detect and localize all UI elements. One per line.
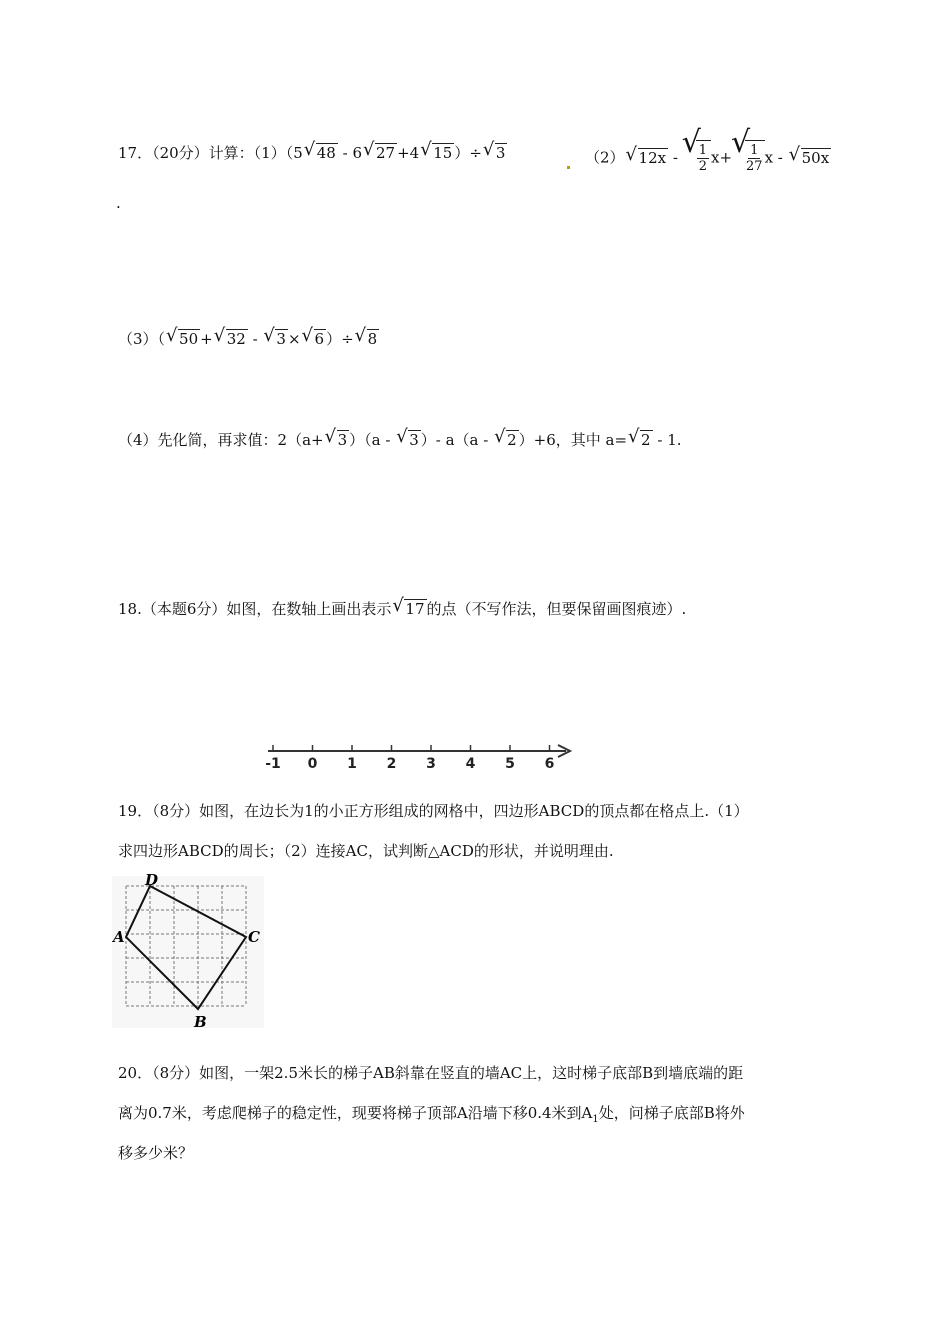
- fraction-half: √ $\frac{1}{2}$: [698, 143, 707, 174]
- sqrt-3: √ 3: [275, 329, 288, 348]
- q17-head: 17．（20分）计算：（1）（5: [118, 144, 303, 162]
- q17-part4-head: （4）先化简，再求值：2（a+: [118, 431, 324, 449]
- sqrt-48: √ 48: [316, 143, 338, 162]
- sqrt-32: √ 32: [226, 329, 248, 348]
- sqrt-12x: √ 12x: [638, 148, 669, 167]
- vertex-label-b: B: [194, 1013, 207, 1030]
- q17-op: - 1.: [652, 431, 682, 449]
- q20-line1: 20．（8分）如图，一架2.5米长的梯子AB斜靠在竖直的墙AC上，这时梯子底部B到墙底端的距: [118, 1064, 744, 1082]
- axis-ticks: [265, 745, 554, 772]
- axis-tick-label: 0: [307, 756, 318, 772]
- q17-op: ×: [287, 330, 301, 348]
- sqrt-6: √ 6: [314, 329, 327, 348]
- q17-op: -: [668, 148, 683, 167]
- sqrt-50: √ 50: [178, 329, 200, 348]
- q17-op: -: [247, 330, 263, 348]
- sqrt-3: √ 3: [495, 143, 508, 162]
- q17-op: ）（a -: [349, 431, 396, 449]
- q17-op: ）+6，其中 a=: [518, 431, 628, 449]
- stray-dot: [567, 166, 570, 169]
- q17-op: +4: [397, 144, 420, 162]
- sqrt-15: √ 15: [432, 143, 454, 162]
- axis-tick-label: 1: [347, 756, 357, 772]
- q17-op: +: [200, 330, 213, 348]
- q18-text: [118, 598, 686, 620]
- q20-line2-b: 处，问梯子底部B将外: [598, 1104, 745, 1122]
- sqrt-8: √ 8: [367, 329, 380, 348]
- sqrt-27: √ 27: [375, 143, 397, 162]
- q17-line1: [118, 142, 507, 164]
- q17-op: ）÷: [454, 144, 482, 162]
- sqrt-50x: √ 50x: [801, 148, 832, 167]
- q18-tail: 的点（不写作法，但要保留画图痕迹）.: [426, 600, 687, 618]
- axis-tick-label: -1: [265, 756, 281, 772]
- sqrt-3: √ 3: [337, 430, 350, 449]
- subscript-1: 1: [592, 1114, 599, 1125]
- sqrt-3: √ 3: [408, 430, 421, 449]
- axis-tick-label: 3: [426, 756, 436, 772]
- axis-tick-label: 6: [544, 756, 555, 772]
- q17-part2-head: （2）: [585, 148, 625, 167]
- sqrt-17: √ 17: [404, 599, 426, 618]
- q17-op: x+: [710, 148, 733, 167]
- q17-op: x -: [764, 148, 788, 167]
- q17-trailing-dot: .: [116, 194, 121, 212]
- number-line-figure: [258, 738, 578, 772]
- axis-tick-label: 2: [386, 756, 397, 772]
- q17-op: ）÷: [326, 330, 354, 348]
- axis-tick-label: 5: [505, 756, 515, 772]
- fraction-one-27th: √ $\frac{1}{27}$: [746, 143, 763, 174]
- sqrt-2: √ 2: [506, 430, 519, 449]
- vertex-label-d: D: [145, 871, 159, 889]
- sqrt-half: [696, 140, 711, 174]
- q17-part4: [118, 429, 682, 451]
- q17-op: - 6: [337, 144, 363, 162]
- q19-line1: 19．（8分）如图，在边长为1的小正方形组成的网格中，四边形ABCD的顶点都在格点上.（1）: [118, 802, 749, 820]
- grid-quadrilateral-figure: [112, 870, 267, 1030]
- q17-part3-head: （3）（: [118, 330, 166, 348]
- q17-part2: [585, 140, 831, 174]
- q20-line2-a: 离为0.7米，考虑爬梯子的稳定性，现要将梯子顶部A沿墙下移0.4米到A: [118, 1104, 593, 1122]
- q19-line2: 求四边形ABCD的周长；（2）连接AC，试判断△ACD的形状，并说明理由.: [118, 842, 614, 860]
- q20-line3: 移多少米？: [118, 1144, 194, 1162]
- axis-tick-label: 4: [465, 756, 476, 772]
- sqrt-2: √ 2: [640, 430, 653, 449]
- q17-op: ）- a（a -: [420, 431, 494, 449]
- vertex-label-a: A: [113, 928, 125, 946]
- sqrt-one-27th: [745, 140, 765, 174]
- q17-part3: [118, 328, 379, 350]
- q20-line2: [118, 1102, 745, 1131]
- figure-background: [112, 876, 264, 1028]
- q18-head: 18.（本题6分）如图，在数轴上画出表示: [118, 600, 392, 618]
- vertex-label-c: C: [248, 928, 260, 946]
